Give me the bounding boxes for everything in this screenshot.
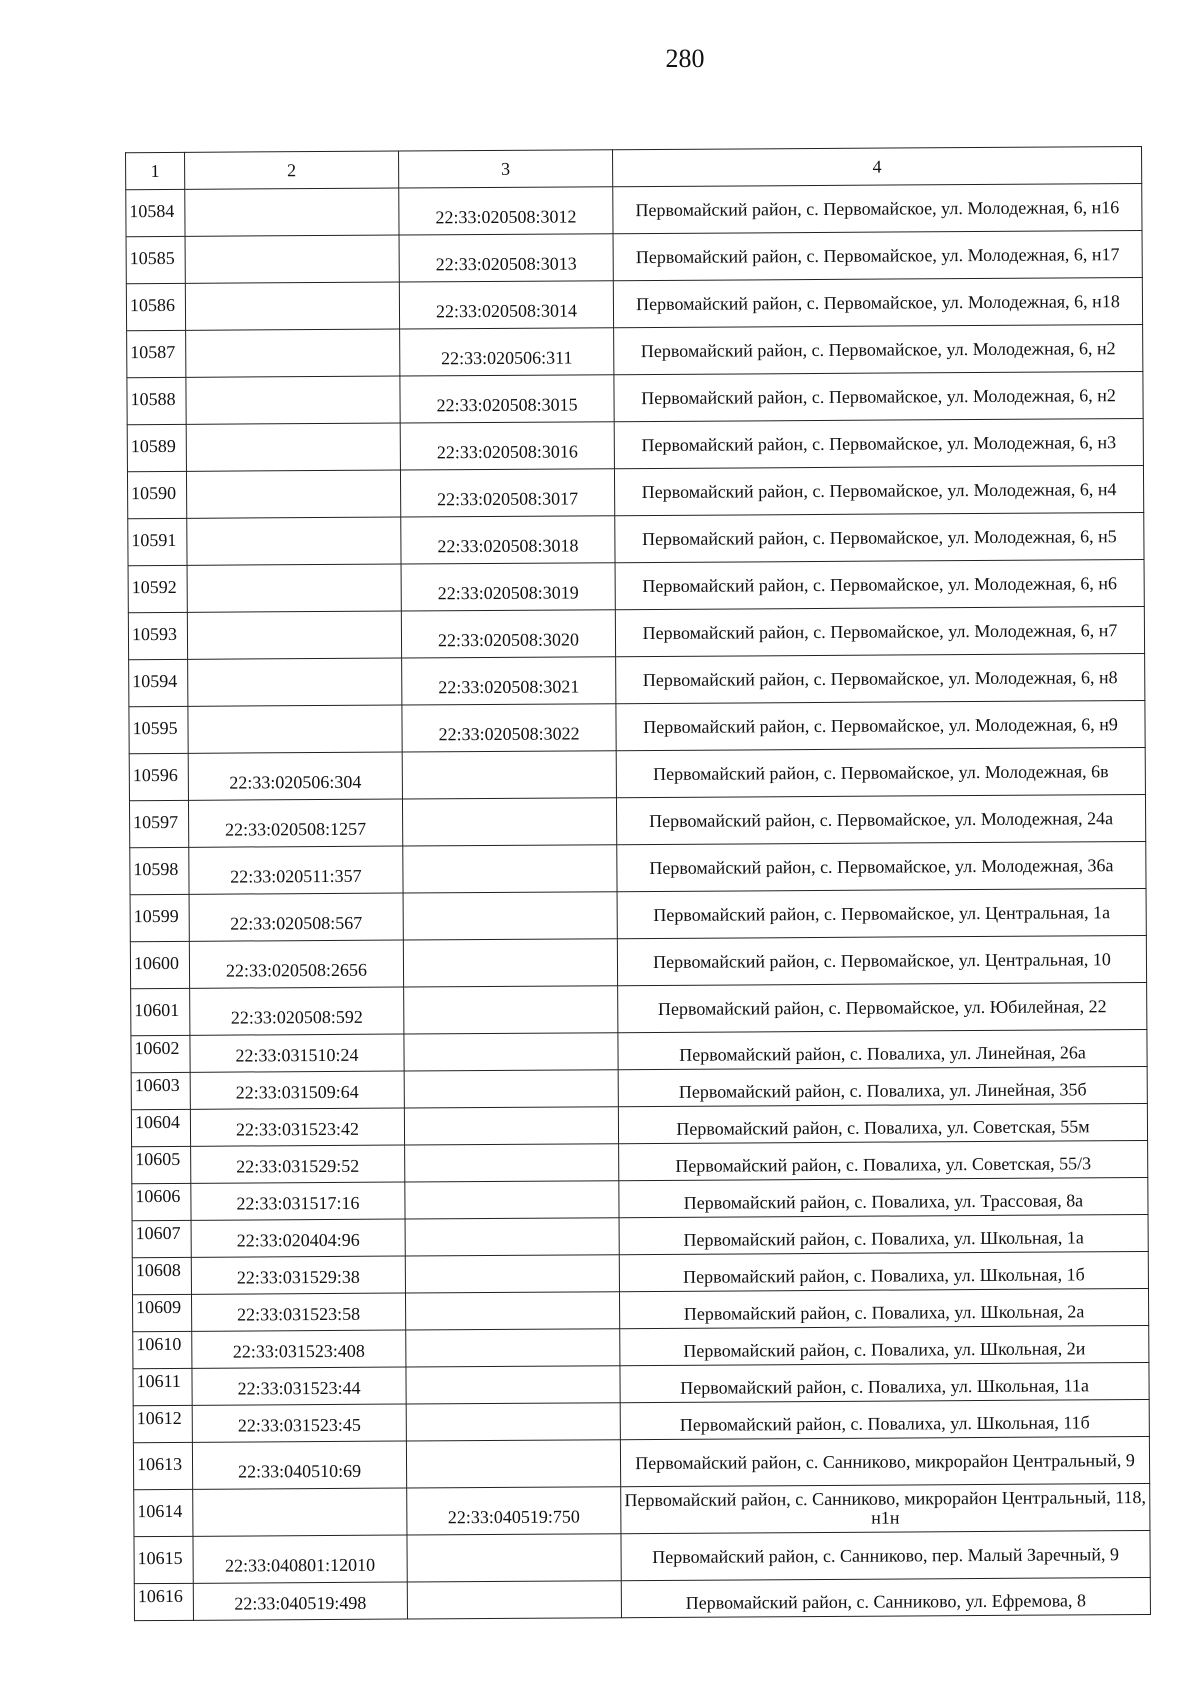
table-header-row xyxy=(126,147,1142,190)
address-cell-text: Первомайский район, с. Первомайское, ул. Юбилейная, 22 xyxy=(657,995,1107,1019)
table-row xyxy=(127,324,1143,377)
row-number-cell xyxy=(133,1442,192,1489)
cadastral-number-cell xyxy=(192,1441,406,1489)
column-header-1: 1 xyxy=(126,152,185,189)
cadastral-number-cell xyxy=(188,658,402,706)
address-cell xyxy=(619,1288,1148,1328)
column-header-2: 2 xyxy=(185,151,399,189)
cadastral-number-cell-text: 22:33:031510:24 xyxy=(235,1044,359,1066)
table-row xyxy=(127,418,1143,471)
cadastral-number-alt-cell xyxy=(405,1181,619,1219)
cadastral-number-alt-cell-text: 22:33:020508:3022 xyxy=(438,722,580,744)
row-number-cell xyxy=(132,1294,191,1331)
address-cell xyxy=(617,935,1146,985)
row-number-cell xyxy=(129,706,188,753)
row-number-cell-text: 10594 xyxy=(132,670,178,691)
table-row xyxy=(134,1577,1150,1620)
cadastral-number-alt-cell xyxy=(400,422,614,470)
address-cell xyxy=(618,1103,1147,1143)
cadastral-number-alt-cell xyxy=(402,798,616,846)
address-cell-text: Первомайский район, с. Первомайское, ул. Центральная, 1а xyxy=(653,901,1111,925)
cadastral-number-cell xyxy=(190,1034,404,1072)
cadastral-number-cell xyxy=(192,1367,406,1405)
address-cell xyxy=(619,1214,1148,1254)
row-number-cell-text: 10606 xyxy=(135,1185,181,1206)
cadastral-number-cell xyxy=(189,940,403,988)
row-number-cell-text: 10612 xyxy=(136,1407,182,1428)
address-cell xyxy=(616,653,1145,703)
cadastral-number-cell xyxy=(190,987,404,1035)
row-number-cell-text: 10592 xyxy=(131,576,177,597)
cadastral-number-alt-cell-text: 22:33:020508:3016 xyxy=(436,440,578,462)
cadastral-number-cell xyxy=(190,1108,404,1146)
address-cell-text: Первомайский район, с. Первомайское, ул. Молодежная, 6, н8 xyxy=(642,666,1118,690)
row-number-cell-text: 10593 xyxy=(131,623,178,644)
table-row xyxy=(131,982,1147,1035)
address-cell xyxy=(614,418,1143,468)
cadastral-number-alt-cell xyxy=(405,1292,619,1330)
row-number-cell xyxy=(128,612,187,659)
cadastral-number-cell xyxy=(187,611,401,659)
row-number-cell-text: 10613 xyxy=(136,1453,183,1474)
address-cell-text: Первомайский район, с. Первомайское, ул. Молодежная, 6в xyxy=(652,760,1109,784)
row-number-cell-text: 10585 xyxy=(129,247,175,268)
address-cell xyxy=(613,278,1142,328)
address-cell xyxy=(613,184,1142,234)
registry-table xyxy=(125,146,1151,1621)
address-cell-text: Первомайский район, с. Повалиха, ул. Трассовая, 8а xyxy=(683,1189,1084,1213)
table-row xyxy=(130,888,1146,941)
row-number-cell-text: 10602 xyxy=(134,1037,180,1058)
address-cell-text: Первомайский район, с. Повалиха, ул. Школьная, 2и xyxy=(683,1337,1086,1361)
row-number-cell xyxy=(131,1072,190,1109)
cadastral-number-alt-cell xyxy=(400,328,614,376)
cadastral-number-alt-cell-text: 22:33:020508:3020 xyxy=(437,628,580,650)
address-cell xyxy=(621,1483,1150,1533)
table-row xyxy=(131,1103,1147,1146)
address-cell xyxy=(618,1029,1147,1069)
cadastral-number-cell xyxy=(187,564,401,612)
row-number-cell-text: 10589 xyxy=(130,435,176,456)
row-number-cell xyxy=(130,847,189,894)
row-number-cell xyxy=(126,283,185,330)
address-cell xyxy=(619,1177,1148,1217)
cadastral-number-alt-cell xyxy=(401,516,615,564)
address-cell xyxy=(615,512,1144,562)
address-cell-text: Первомайский район, с. Повалиха, ул. Линейная, 26а xyxy=(679,1041,1086,1065)
row-number-cell xyxy=(132,1257,191,1294)
address-cell-text: Первомайский район, с. Первомайское, ул. Молодежная, 6, н5 xyxy=(641,525,1117,549)
address-cell-text: Первомайский район, с. Первомайское, ул. Молодежная, 6, н16 xyxy=(635,196,1120,220)
row-number-cell xyxy=(127,377,186,424)
row-number-cell-text: 10586 xyxy=(129,294,176,315)
cadastral-number-cell-text: 22:33:031509:64 xyxy=(235,1081,359,1103)
cadastral-number-cell-text: 22:33:020508:2656 xyxy=(225,959,368,981)
cadastral-number-cell-text: 22:33:040801:12010 xyxy=(225,1554,376,1576)
table-row xyxy=(132,1251,1148,1294)
address-cell-text: Первомайский район, с. Повалиха, ул. Советская, 55/3 xyxy=(675,1152,1092,1176)
cadastral-number-alt-cell-text: 22:33:020508:3021 xyxy=(438,675,580,697)
cadastral-number-cell-text: 22:33:031517:16 xyxy=(236,1192,360,1214)
table-row xyxy=(130,841,1146,894)
cadastral-number-alt-cell xyxy=(399,187,613,235)
cadastral-number-alt-cell xyxy=(401,563,615,611)
cadastral-number-alt-cell xyxy=(402,704,616,752)
row-number-cell xyxy=(133,1405,192,1442)
row-number-cell-text: 10610 xyxy=(136,1333,182,1354)
address-cell xyxy=(616,700,1145,750)
address-cell-text: Первомайский район, с. Повалиха, ул. Школьная, 11б xyxy=(679,1411,1090,1435)
cadastral-number-alt-cell xyxy=(399,234,613,282)
address-cell xyxy=(614,371,1143,421)
cadastral-number-cell-text: 22:33:020404:96 xyxy=(236,1229,360,1251)
table-row xyxy=(128,512,1144,565)
row-number-cell xyxy=(132,1183,191,1220)
cadastral-number-cell xyxy=(186,470,400,518)
cadastral-number-alt-cell xyxy=(405,1218,619,1256)
table-row xyxy=(129,700,1145,753)
row-number-cell xyxy=(128,518,187,565)
cadastral-number-cell xyxy=(187,517,401,565)
cadastral-number-cell-text: 22:33:031529:52 xyxy=(236,1155,360,1177)
address-cell xyxy=(619,1251,1148,1291)
address-cell-text: Первомайский район, с. Санниково, ул. Ефремова, 8 xyxy=(685,1589,1087,1613)
cadastral-number-cell xyxy=(188,705,402,753)
address-cell-text: Первомайский район, с. Повалиха, ул. Школьная, 1а xyxy=(683,1226,1084,1250)
table-row xyxy=(132,1214,1148,1257)
address-cell-text: Первомайский район, с. Первомайское, ул. Молодежная, 36а xyxy=(649,854,1114,878)
address-cell xyxy=(621,1530,1150,1580)
address-cell-text: Первомайский район, с. Санниково, микрорайон Центральный, 9 xyxy=(635,1449,1135,1473)
row-number-cell-text: 10600 xyxy=(133,952,180,973)
address-cell xyxy=(617,888,1146,938)
cadastral-number-alt-cell xyxy=(399,281,613,329)
row-number-cell-text: 10601 xyxy=(134,999,180,1020)
cadastral-number-cell xyxy=(191,1182,405,1220)
address-cell-text: Первомайский район, с. Первомайское, ул. Молодежная, 6, н2 xyxy=(640,337,1116,361)
table-row xyxy=(131,1066,1147,1109)
address-cell-text: Первомайский район, с. Санниково, пер. Малый Заречный, 9 xyxy=(652,1543,1120,1567)
cadastral-number-cell xyxy=(185,282,399,330)
cadastral-number-alt-cell xyxy=(405,1255,619,1293)
cadastral-number-cell xyxy=(188,752,402,800)
cadastral-number-alt-cell xyxy=(404,1070,618,1108)
cadastral-number-cell xyxy=(193,1535,407,1583)
cadastral-number-alt-cell xyxy=(403,939,617,987)
row-number-cell xyxy=(129,800,188,847)
cadastral-number-alt-cell-text: 22:33:020508:3015 xyxy=(436,393,578,415)
cadastral-number-cell xyxy=(188,799,402,847)
address-cell-text: Первомайский район, с. Первомайское, ул. Молодежная, 6, н2 xyxy=(641,384,1116,408)
cadastral-number-cell xyxy=(189,893,403,941)
cadastral-number-alt-cell xyxy=(402,751,616,799)
table-row xyxy=(133,1362,1149,1405)
address-cell-text: Первомайский район, с. Первомайское, ул. Молодежная, 6, н7 xyxy=(642,619,1118,643)
address-cell-text: Первомайский район, с. Повалиха, ул. Линейная, 35б xyxy=(678,1078,1087,1102)
row-number-cell xyxy=(126,189,185,236)
row-number-cell xyxy=(129,753,188,800)
row-number-cell xyxy=(127,330,186,377)
row-number-cell-text: 10614 xyxy=(137,1500,183,1521)
table-row xyxy=(133,1436,1149,1489)
row-number-cell xyxy=(131,988,190,1035)
table-row xyxy=(126,278,1142,331)
address-cell-text: Первомайский район, с. Первомайское, ул. Молодежная, 24а xyxy=(649,807,1114,831)
row-number-cell-text: 10590 xyxy=(131,482,177,503)
address-cell xyxy=(614,465,1143,515)
cadastral-number-cell xyxy=(192,1330,406,1368)
cadastral-number-cell-text: 22:33:020511:357 xyxy=(230,865,362,887)
column-header-4: 4 xyxy=(613,147,1142,187)
cadastral-number-alt-cell xyxy=(404,1107,618,1145)
row-number-cell xyxy=(132,1146,191,1183)
row-number-cell xyxy=(131,1035,190,1072)
row-number-cell xyxy=(129,659,188,706)
row-number-cell-text: 10607 xyxy=(135,1222,181,1243)
address-cell-text: Первомайский район, с. Повалиха, ул. Советская, 55м xyxy=(676,1115,1090,1139)
table-row xyxy=(131,1029,1147,1072)
row-number-cell xyxy=(128,565,187,612)
cadastral-number-cell xyxy=(193,1488,407,1536)
cadastral-number-cell xyxy=(186,376,400,424)
table-row xyxy=(129,747,1145,800)
row-number-cell-text: 10615 xyxy=(137,1547,183,1568)
address-cell xyxy=(621,1577,1150,1617)
cadastral-number-alt-cell xyxy=(405,1144,619,1182)
table-row xyxy=(133,1399,1149,1442)
address-cell xyxy=(617,841,1146,891)
cadastral-number-alt-cell-text: 22:33:020508:3019 xyxy=(437,581,579,603)
row-number-cell-text: 10588 xyxy=(130,388,176,409)
cadastral-number-alt-cell xyxy=(407,1581,621,1619)
row-number-cell-text: 10599 xyxy=(133,905,179,926)
cadastral-number-alt-cell-text: 22:33:020506:311 xyxy=(441,346,573,368)
row-number-cell xyxy=(134,1489,193,1536)
cadastral-number-cell xyxy=(190,1071,404,1109)
row-number-cell-text: 10596 xyxy=(132,764,178,785)
address-cell-text: Первомайский район, с. Первомайское, ул. Молодежная, 6, н18 xyxy=(636,290,1120,314)
column-header-3: 3 xyxy=(399,150,613,188)
address-cell-text: Первомайский район, с. Первомайское, ул. Молодежная, 6, н3 xyxy=(641,431,1117,455)
address-cell-text: Первомайский район, с. Первомайское, ул. Молодежная, 6, н9 xyxy=(643,713,1118,737)
cadastral-number-alt-cell xyxy=(407,1487,621,1535)
cadastral-number-cell xyxy=(192,1404,406,1442)
cadastral-number-alt-cell xyxy=(404,986,618,1034)
cadastral-number-cell-text: 22:33:040510:69 xyxy=(238,1460,362,1482)
row-number-cell-text: 10597 xyxy=(133,811,179,832)
cadastral-number-alt-cell xyxy=(401,610,615,658)
row-number-cell xyxy=(131,1109,190,1146)
row-number-cell xyxy=(133,1368,192,1405)
address-cell-text: Первомайский район, с. Повалиха, ул. Школьная, 11а xyxy=(680,1374,1090,1398)
address-cell xyxy=(620,1362,1149,1402)
address-cell xyxy=(619,1140,1148,1180)
row-number-cell xyxy=(132,1220,191,1257)
cadastral-number-cell-text: 22:33:020508:567 xyxy=(230,912,363,934)
table-row xyxy=(134,1530,1150,1583)
cadastral-number-alt-cell xyxy=(400,469,614,517)
cadastral-number-cell xyxy=(191,1145,405,1183)
address-cell xyxy=(620,1399,1149,1439)
cadastral-number-cell-text: 22:33:031523:408 xyxy=(232,1340,365,1362)
address-cell xyxy=(613,231,1142,281)
cadastral-number-alt-cell-text: 22:33:020508:3017 xyxy=(437,487,579,509)
table-row xyxy=(130,935,1146,988)
table-row xyxy=(129,653,1145,706)
cadastral-number-cell xyxy=(191,1256,405,1294)
cadastral-number-alt-cell xyxy=(406,1440,620,1488)
cadastral-number-cell xyxy=(191,1219,405,1257)
cadastral-number-cell-text: 22:33:031523:58 xyxy=(237,1303,361,1325)
row-number-cell-text: 10587 xyxy=(130,341,176,362)
cadastral-number-alt-cell xyxy=(402,657,616,705)
cadastral-number-cell-text: 22:33:031529:38 xyxy=(236,1266,360,1288)
cadastral-number-cell-text: 22:33:031523:44 xyxy=(237,1377,361,1399)
table-row xyxy=(127,465,1143,518)
table-row xyxy=(132,1288,1148,1331)
cadastral-number-cell xyxy=(186,423,400,471)
row-number-cell xyxy=(130,894,189,941)
row-number-cell xyxy=(134,1536,193,1583)
row-number-cell-text: 10609 xyxy=(136,1296,182,1317)
cadastral-number-cell xyxy=(189,846,403,894)
row-number-cell-text: 10604 xyxy=(134,1111,181,1132)
table-row xyxy=(132,1177,1148,1220)
address-cell xyxy=(615,559,1144,609)
row-number-cell-text: 10584 xyxy=(129,200,175,221)
cadastral-number-cell-text: 22:33:020508:1257 xyxy=(225,818,367,840)
address-cell xyxy=(618,982,1147,1032)
cadastral-number-cell-text: 22:33:031523:45 xyxy=(237,1414,361,1436)
cadastral-number-cell xyxy=(185,235,399,283)
row-number-cell xyxy=(127,424,186,471)
row-number-cell-text: 10595 xyxy=(132,717,178,738)
cadastral-number-cell xyxy=(185,188,399,236)
row-number-cell-text: 10605 xyxy=(135,1148,181,1169)
table-row xyxy=(133,1325,1149,1368)
table-row xyxy=(128,559,1144,612)
cadastral-number-cell-text: 22:33:031523:42 xyxy=(235,1118,360,1140)
table-row xyxy=(126,184,1142,237)
table-row xyxy=(127,371,1143,424)
row-number-cell xyxy=(133,1331,192,1368)
cadastral-number-alt-cell-text: 22:33:040519:750 xyxy=(447,1505,580,1527)
table-row xyxy=(132,1140,1148,1183)
cadastral-number-alt-cell xyxy=(406,1329,620,1367)
row-number-cell xyxy=(126,236,185,283)
row-number-cell xyxy=(134,1583,193,1620)
cadastral-number-alt-cell-text: 22:33:020508:3012 xyxy=(435,205,577,227)
address-cell xyxy=(614,324,1143,374)
table-row xyxy=(126,231,1142,284)
address-cell-text: Первомайский район, с. Первомайское, ул. Молодежная, 6, н4 xyxy=(641,478,1117,502)
cadastral-number-alt-cell-text: 22:33:020508:3018 xyxy=(437,534,579,556)
address-cell xyxy=(620,1325,1149,1365)
address-cell xyxy=(615,606,1144,656)
row-number-cell xyxy=(130,941,189,988)
cadastral-number-alt-cell xyxy=(407,1534,621,1582)
cadastral-number-alt-cell xyxy=(404,1033,618,1071)
address-cell-text: Первомайский район, с. Первомайское, ул. Центральная, 10 xyxy=(653,948,1111,972)
cadastral-number-alt-cell xyxy=(403,892,617,940)
cadastral-number-cell-text: 22:33:020506:304 xyxy=(229,771,362,793)
cadastral-number-alt-cell xyxy=(400,375,614,423)
cadastral-number-alt-cell-text: 22:33:020508:3014 xyxy=(435,299,578,321)
table-row xyxy=(129,794,1145,847)
cadastral-number-alt-cell xyxy=(406,1366,620,1404)
cadastral-number-cell xyxy=(186,329,400,377)
cadastral-number-cell-text: 22:33:040519:498 xyxy=(234,1592,367,1614)
table-row xyxy=(134,1483,1150,1536)
cadastral-number-alt-cell xyxy=(406,1403,620,1441)
address-cell xyxy=(616,794,1145,844)
address-cell-text: Первомайский район, с. Первомайское, ул. Молодежная, 6, н17 xyxy=(635,243,1120,267)
page-number: 280 xyxy=(665,44,705,73)
cadastral-number-cell-text: 22:33:020508:592 xyxy=(230,1006,363,1028)
address-cell-text: Первомайский район, с. Санниково, микрорайон Центральный, 118, н1н xyxy=(624,1487,1147,1528)
address-cell xyxy=(618,1066,1147,1106)
row-number-cell-text: 10608 xyxy=(135,1259,181,1280)
row-number-cell-text: 10591 xyxy=(131,529,177,550)
row-number-cell xyxy=(127,471,186,518)
address-cell xyxy=(620,1436,1149,1486)
cadastral-number-alt-cell xyxy=(403,845,617,893)
row-number-cell-text: 10598 xyxy=(133,858,179,879)
address-cell-text: Первомайский район, с. Повалиха, ул. Школьная, 2а xyxy=(683,1300,1085,1324)
table-row xyxy=(128,606,1144,659)
row-number-cell-text: 10616 xyxy=(137,1585,183,1606)
row-number-cell-text: 10611 xyxy=(136,1370,181,1391)
cadastral-number-alt-cell-text: 22:33:020508:3013 xyxy=(435,252,577,274)
address-cell xyxy=(616,747,1145,797)
row-number-cell-text: 10603 xyxy=(134,1074,180,1095)
address-cell-text: Первомайский район, с. Первомайское, ул. Молодежная, 6, н6 xyxy=(642,572,1118,596)
cadastral-number-cell xyxy=(191,1293,405,1331)
cadastral-number-cell xyxy=(193,1582,407,1620)
address-cell-text: Первомайский район, с. Повалиха, ул. Школьная, 1б xyxy=(683,1263,1085,1287)
